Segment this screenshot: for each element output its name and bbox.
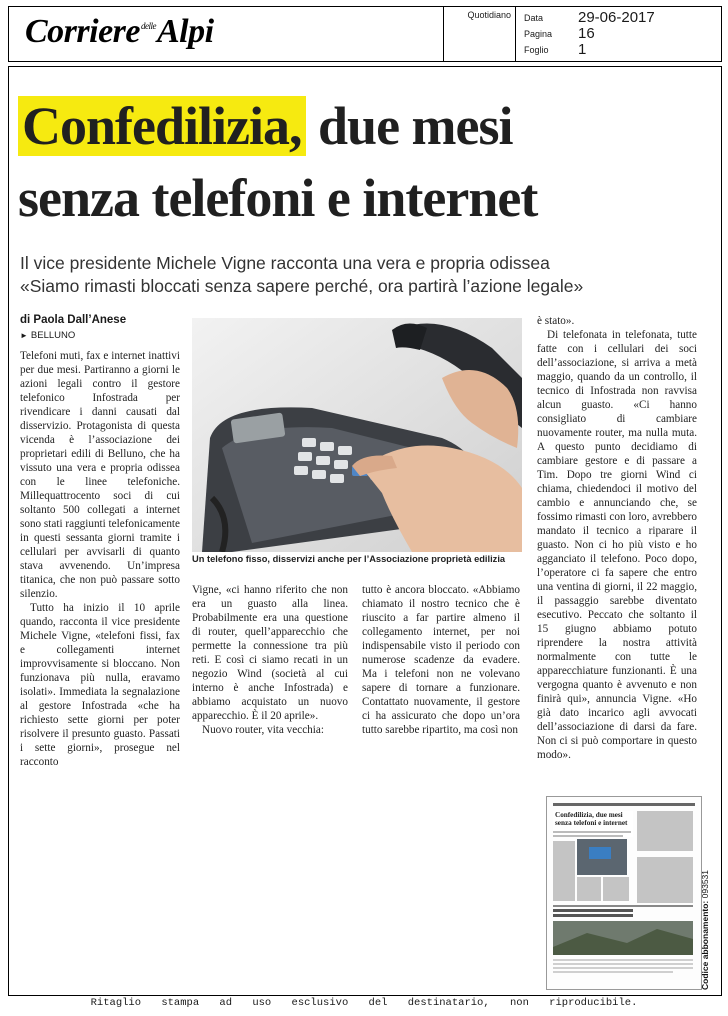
sheet-value: 1 xyxy=(578,41,587,58)
byline: di Paola Dall’Anese xyxy=(20,314,127,326)
subscription-code-value: 093531 xyxy=(700,869,710,899)
thumbnail-title xyxy=(555,811,635,827)
quotidiano-label: Quotidiano xyxy=(443,7,515,61)
article-column-1 xyxy=(20,349,180,769)
logo-main: Corriere xyxy=(25,13,140,50)
date-value: 29-06-2017 xyxy=(578,9,655,26)
article-column-4 xyxy=(537,314,697,762)
clipping-disclaimer: Ritaglio stampa ad uso esclusivo del destinatario, non riproducibile. xyxy=(90,997,638,1009)
dateline-text: BELLUNO xyxy=(30,330,76,341)
article-column-2 xyxy=(192,583,348,737)
phone-photo-illustration xyxy=(192,318,522,552)
headline-line1 xyxy=(18,98,513,154)
paragraph: tutto è ancora bloccato. «Abbiamo chiamato il nostro tecnico che è riuscito a far partire almeno il collegamento internet, per noi indispensabile visto il periodo con numerose scadenze da evadere. Ma i telefoni non ne volevano sapere di tornare a funzionare. Contattato nuovamente, il gestore ci ha assicurato che dopo un’ora tutto sarebbe ripartito, ma così non xyxy=(362,584,520,736)
newspaper-logo xyxy=(25,13,214,51)
sheet-label: Foglio xyxy=(524,45,549,55)
subscription-code xyxy=(700,870,710,990)
date-label: Data xyxy=(524,13,544,23)
triangle-icon: ► xyxy=(20,331,28,340)
paragraph: Nuovo router, vita vecchia: xyxy=(202,724,324,736)
clipping-meta xyxy=(515,7,722,61)
paragraph: Vigne, «ci hanno riferito che non era un guasto alla linea. Probabilmente era una questione di router, quell’apparecchio che permette la connessione tra più reti. E così ci siamo recati in un negozio Wind (società al cui interno è anche Infostrada) e abbiamo acquistato un nuovo apparecchio. È il 20 aprile». xyxy=(192,584,348,722)
page-thumbnail xyxy=(546,796,702,990)
page-label: Pagina xyxy=(524,29,553,39)
article-column-3 xyxy=(362,583,520,737)
paragraph: Telefoni muti, fax e internet inattivi per due mesi. Partiranno a giorni le azioni legali contro il gestore telefonico Infostrada per rivendicare i danni causati dal disservizio. Protagonista di questa vicenda è l’associazione dei proprietari edili di Belluno, che ha vissuto una vera e propria odissea con le linee telefoniche. Millequattrocento soci di cui soltanto 500 collegati a internet sono stati raggiunti telefonicamente in questi sessanta giorni tramite i cellulari per avvisarli di quanto stava avvenendo. Un’impresa titanica, che non può passare sotto silenzio. xyxy=(20,350,180,600)
logo-small: delle xyxy=(141,21,156,31)
article-photo xyxy=(192,318,522,552)
page-value: 16 xyxy=(578,25,595,42)
subscription-code-label: Codice abbonamento: xyxy=(700,900,710,990)
headline-line2: senza telefoni e internet xyxy=(18,168,538,228)
subtitle-line2: «Siamo rimasti bloccati senza sapere perché, ora partirà l’azione legale» xyxy=(20,276,584,296)
logo-end: Alpi xyxy=(157,13,214,50)
photo-caption: Un telefono fisso, disservizi anche per l’Associazione proprietà edilizia xyxy=(192,554,506,564)
headline-highlight: Confedilizia, xyxy=(18,96,306,156)
dateline xyxy=(20,330,75,341)
masthead-box xyxy=(8,6,722,62)
paragraph: è stato». xyxy=(537,315,575,327)
paragraph: Di telefonata in telefonata, tutte fatte con i cellulari dei soci dell’associazione, si arriva a metà maggio, quando da un controllo, il tecnico di Infostrada non ravvisa alcun guasto. «Ci hanno consigliato di cambiare nuovamente router, ma nulla muta. A questo punto decidiamo di cambiare gestore e di passare a Tim. Dopo tre giorni Wind ci chiama, chiedendoci il motivo del cambio e annunciando che, se fossimo rimasti con loro, avrebbero mandato il tecnico a riparare il guasto. Non ci ho più visto e ho agganciato il telefono. Poco dopo, l’operatore ci fa sapere che entro una ventina di giorni, il 22 maggio, il passaggio sarebbe diventato esecutivo. Peccato che soltanto il 15 giugno abbiamo potuto riprendere la nostra attività normalmente con tutte le apparecchiature funzionanti. È una vergogna quanto è avvenuto e non finirà qui», annuncia Vigne. «Ho già dato incarico agli avvocati dell’associazione di darsi da fare. Non ci si può comportare in questo modo». xyxy=(537,329,697,761)
thumbnail-title-line1: Confedilizia, due mesi xyxy=(555,811,623,819)
headline-rest: due mesi xyxy=(318,96,513,156)
subtitle-line1: Il vice presidente Michele Vigne racconta una vera e propria odissea xyxy=(20,253,550,273)
paragraph: Tutto ha inizio il 10 aprile quando, racconta il vice presidente Michele Vigne, «telefoni fissi, fax e collegamenti internet improvvisamente si bloccano. Non funzionava più nulla, eravamo isolati». Immediata la segnalazione al gestore Infostrada «che ha richiesto sette giorni per poter risolvere il presunto guasto. Passati i sette giorni», prosegue nel racconto xyxy=(20,602,180,768)
thumbnail-title-line2: senza telefoni e internet xyxy=(555,819,628,827)
